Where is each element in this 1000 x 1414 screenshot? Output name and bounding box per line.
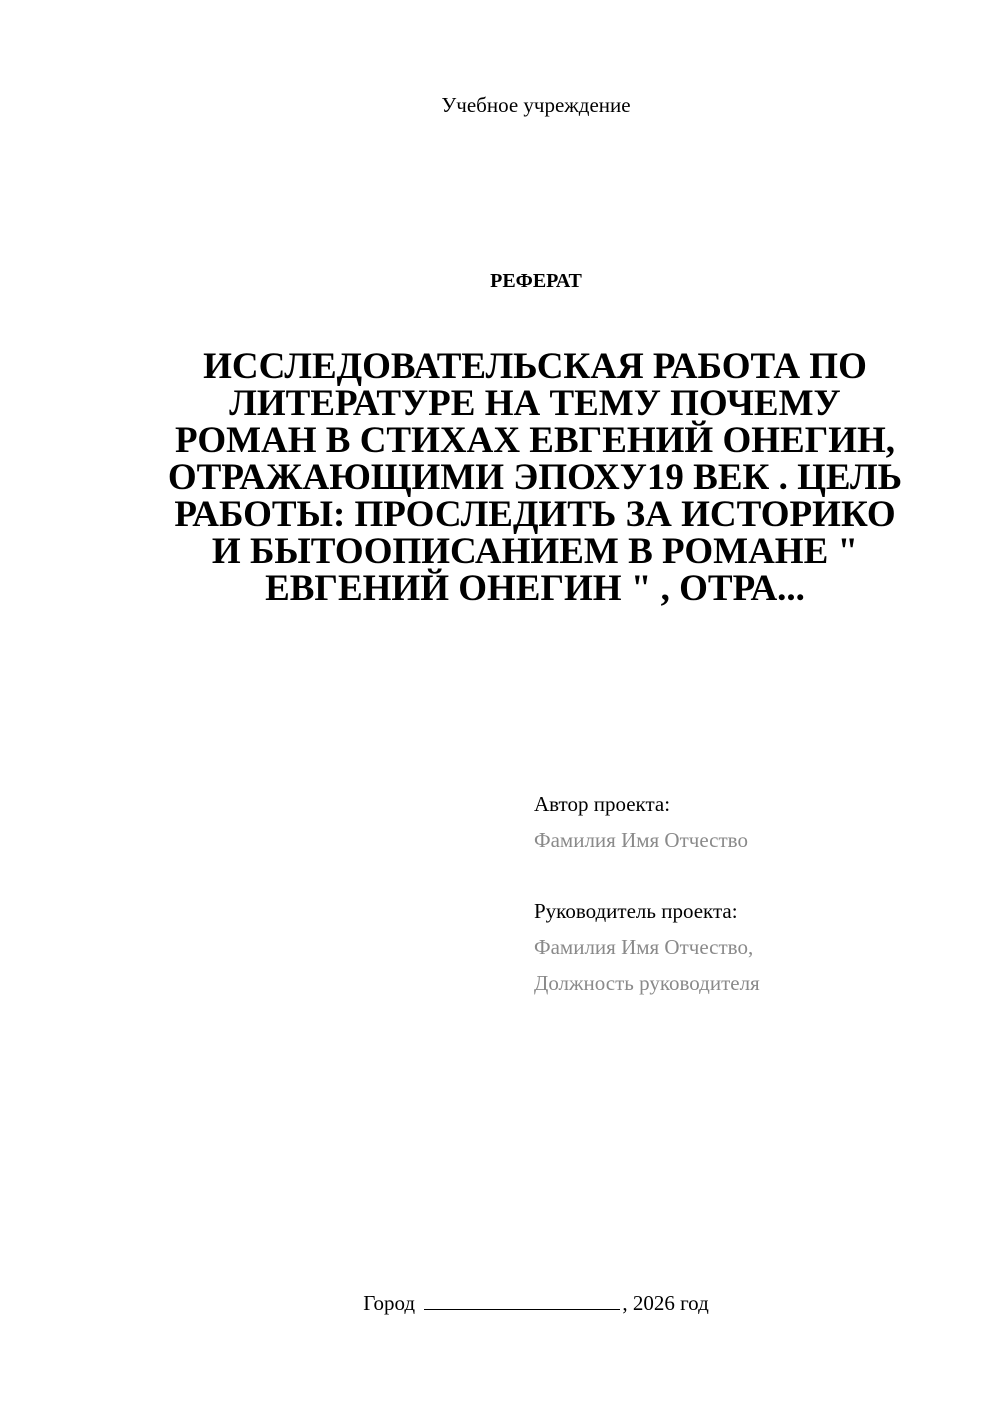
- document-type: РЕФЕРАТ: [490, 270, 582, 292]
- author-label: Автор проекта:: [534, 792, 671, 816]
- title-line: ОТРАЖАЮЩИМИ ЭПОХУ19 ВЕК . ЦЕЛЬ: [167, 457, 903, 498]
- title-line: РОМАН В СТИХАХ ЕВГЕНИЙ ОНЕГИН,: [174, 420, 896, 461]
- footer-city-year: [0, 1289, 1000, 1317]
- city-blank-line: [424, 1289, 620, 1310]
- title-line: ИССЛЕДОВАТЕЛЬСКАЯ РАБОТА ПО: [203, 346, 867, 387]
- document-title: [140, 348, 930, 607]
- supervisor-position: Должность руководителя: [534, 971, 760, 995]
- supervisor-label: Руководитель проекта:: [534, 899, 738, 923]
- title-line: РАБОТЫ: ПРОСЛЕДИТЬ ЗА ИСТОРИКО: [174, 494, 896, 535]
- title-line: ЛИТЕРАТУРЕ НА ТЕМУ ПОЧЕМУ: [229, 383, 841, 424]
- title-line: ЕВГЕНИЙ ОНЕГИН " , ОТРА...: [265, 568, 805, 609]
- supervisor-name: Фамилия Имя Отчество,: [534, 935, 754, 959]
- institution-name: Учебное учреждение: [441, 93, 631, 117]
- year-text: , 2026 год: [622, 1291, 709, 1315]
- title-line: И БЫТООПИСАНИЕМ В РОМАНЕ ": [211, 531, 859, 572]
- author-name: Фамилия Имя Отчество: [534, 828, 748, 852]
- supervisor-block: [534, 893, 974, 1001]
- city-label: Город: [363, 1291, 416, 1315]
- author-block: [534, 786, 974, 858]
